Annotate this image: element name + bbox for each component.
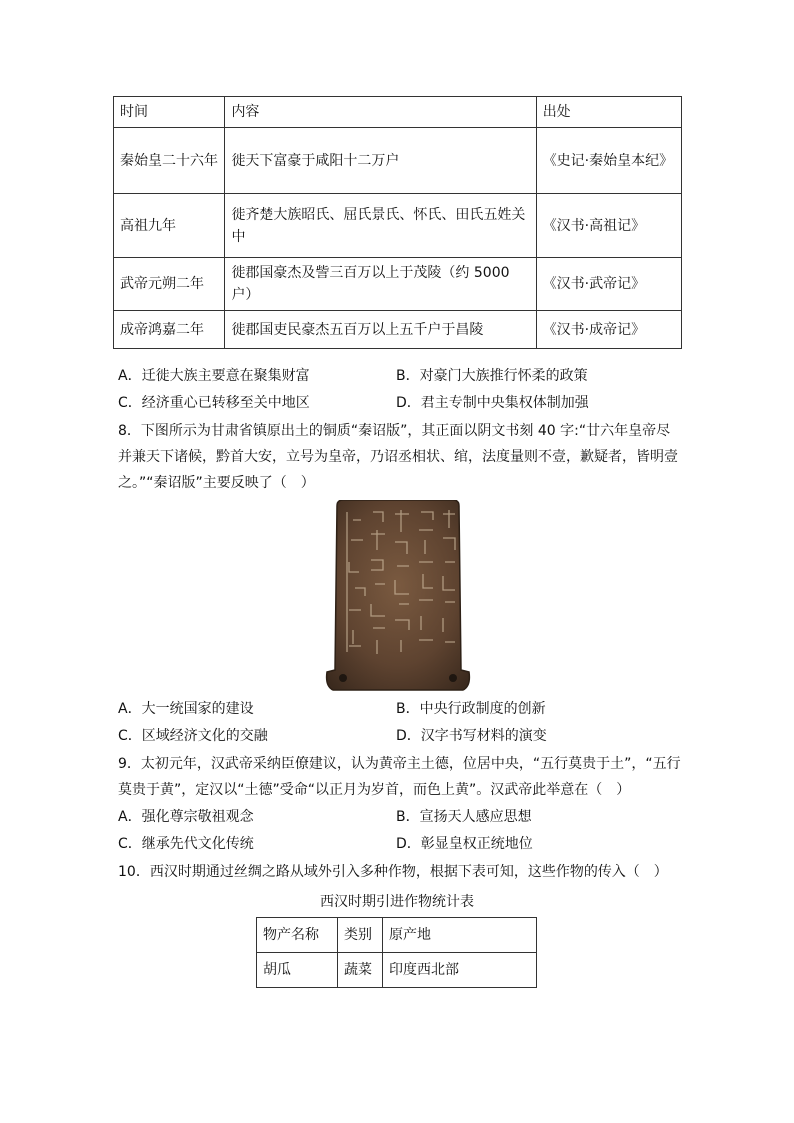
table-header-row <box>257 918 537 953</box>
q7-option-b[interactable]: B．对豪门大族推行怀柔的政策 <box>396 368 588 384</box>
q10-stem: 10．西汉时期通过丝绸之路从域外引入多种作物，根据下表可知，这些作物的传入（ ） <box>118 864 668 880</box>
q9-option-a[interactable]: A．强化尊宗敬祖观念 <box>118 809 254 825</box>
table-row <box>114 194 682 258</box>
header-source: 出处 <box>536 97 681 128</box>
header-origin: 原产地 <box>383 918 537 953</box>
cell-product: 胡瓜 <box>257 953 338 988</box>
header-content: 内容 <box>225 97 536 128</box>
q9-stem: 9．太初元年，汉武帝采纳臣僚建议，认为黄帝主土德，位居中央，“五行莫贵于土”，“五行莫贵于黄”，定汉以“土德”受命“以正月为岁首，而色上黄”。汉武帝此举意在（ ） <box>118 756 681 798</box>
cell-time: 高祖九年 <box>114 194 225 258</box>
qin-edict-plaque-image <box>325 500 471 692</box>
cell-content: 徙齐楚大族昭氏、屈氏景氏、怀氏、田氏五姓关中 <box>225 194 536 258</box>
cell-source: 《汉书·武帝记》 <box>536 258 681 311</box>
header-product: 物产名称 <box>257 918 338 953</box>
q7-option-d[interactable]: D．君主专制中央集权体制加强 <box>396 395 589 411</box>
table-row <box>257 953 537 988</box>
table-row <box>114 128 682 194</box>
cell-category: 蔬菜 <box>338 953 383 988</box>
q8-option-a[interactable]: A．大一统国家的建设 <box>118 701 254 717</box>
migration-table <box>113 96 682 349</box>
table-caption: 西汉时期引进作物统计表 <box>320 894 474 910</box>
q9-option-d[interactable]: D．彰显皇权正统地位 <box>396 836 533 852</box>
q9-option-b[interactable]: B．宣扬天人感应思想 <box>396 809 532 825</box>
cell-origin: 印度西北部 <box>383 953 537 988</box>
q8-option-c[interactable]: C．区域经济文化的交融 <box>118 728 268 744</box>
crops-table <box>256 917 537 988</box>
q7-option-c[interactable]: C．经济重心已转移至关中地区 <box>118 395 310 411</box>
q7-option-a[interactable]: A．迁徙大族主要意在聚集财富 <box>118 368 310 384</box>
table-row <box>114 311 682 349</box>
cell-content: 徙郡国吏民豪杰五百万以上五千户于昌陵 <box>225 311 536 349</box>
header-category: 类别 <box>338 918 383 953</box>
q8-option-b[interactable]: B．中央行政制度的创新 <box>396 701 546 717</box>
cell-content: 徙郡国豪杰及訾三百万以上于茂陵（约 5000 户） <box>225 258 536 311</box>
cell-source: 《史记·秦始皇本纪》 <box>536 128 681 194</box>
cell-time: 秦始皇二十六年 <box>114 128 225 194</box>
q8-stem: 8．下图所示为甘肃省镇原出土的铜质“秦诏版”，其正面以阴文书刻 40 字:“廿六年皇帝尽并兼天下诸候，黔首大安，立号为皇帝，乃诏丞相状、绾，法度量则不壹，歉疑者，皆明壹之。”“秦诏版”主要反映了（ ） <box>118 423 678 491</box>
table-row <box>114 258 682 311</box>
header-time: 时间 <box>114 97 225 128</box>
cell-time: 成帝鸿嘉二年 <box>114 311 225 349</box>
q9-option-c[interactable]: C．继承先代文化传统 <box>118 836 254 852</box>
cell-content: 徙天下富豪于咸阳十二万户 <box>225 128 536 194</box>
cell-time: 武帝元朔二年 <box>114 258 225 311</box>
cell-source: 《汉书·成帝记》 <box>536 311 681 349</box>
cell-source: 《汉书·高祖记》 <box>536 194 681 258</box>
q8-option-d[interactable]: D．汉字书写材料的演变 <box>396 728 547 744</box>
table-header-row <box>114 97 682 128</box>
